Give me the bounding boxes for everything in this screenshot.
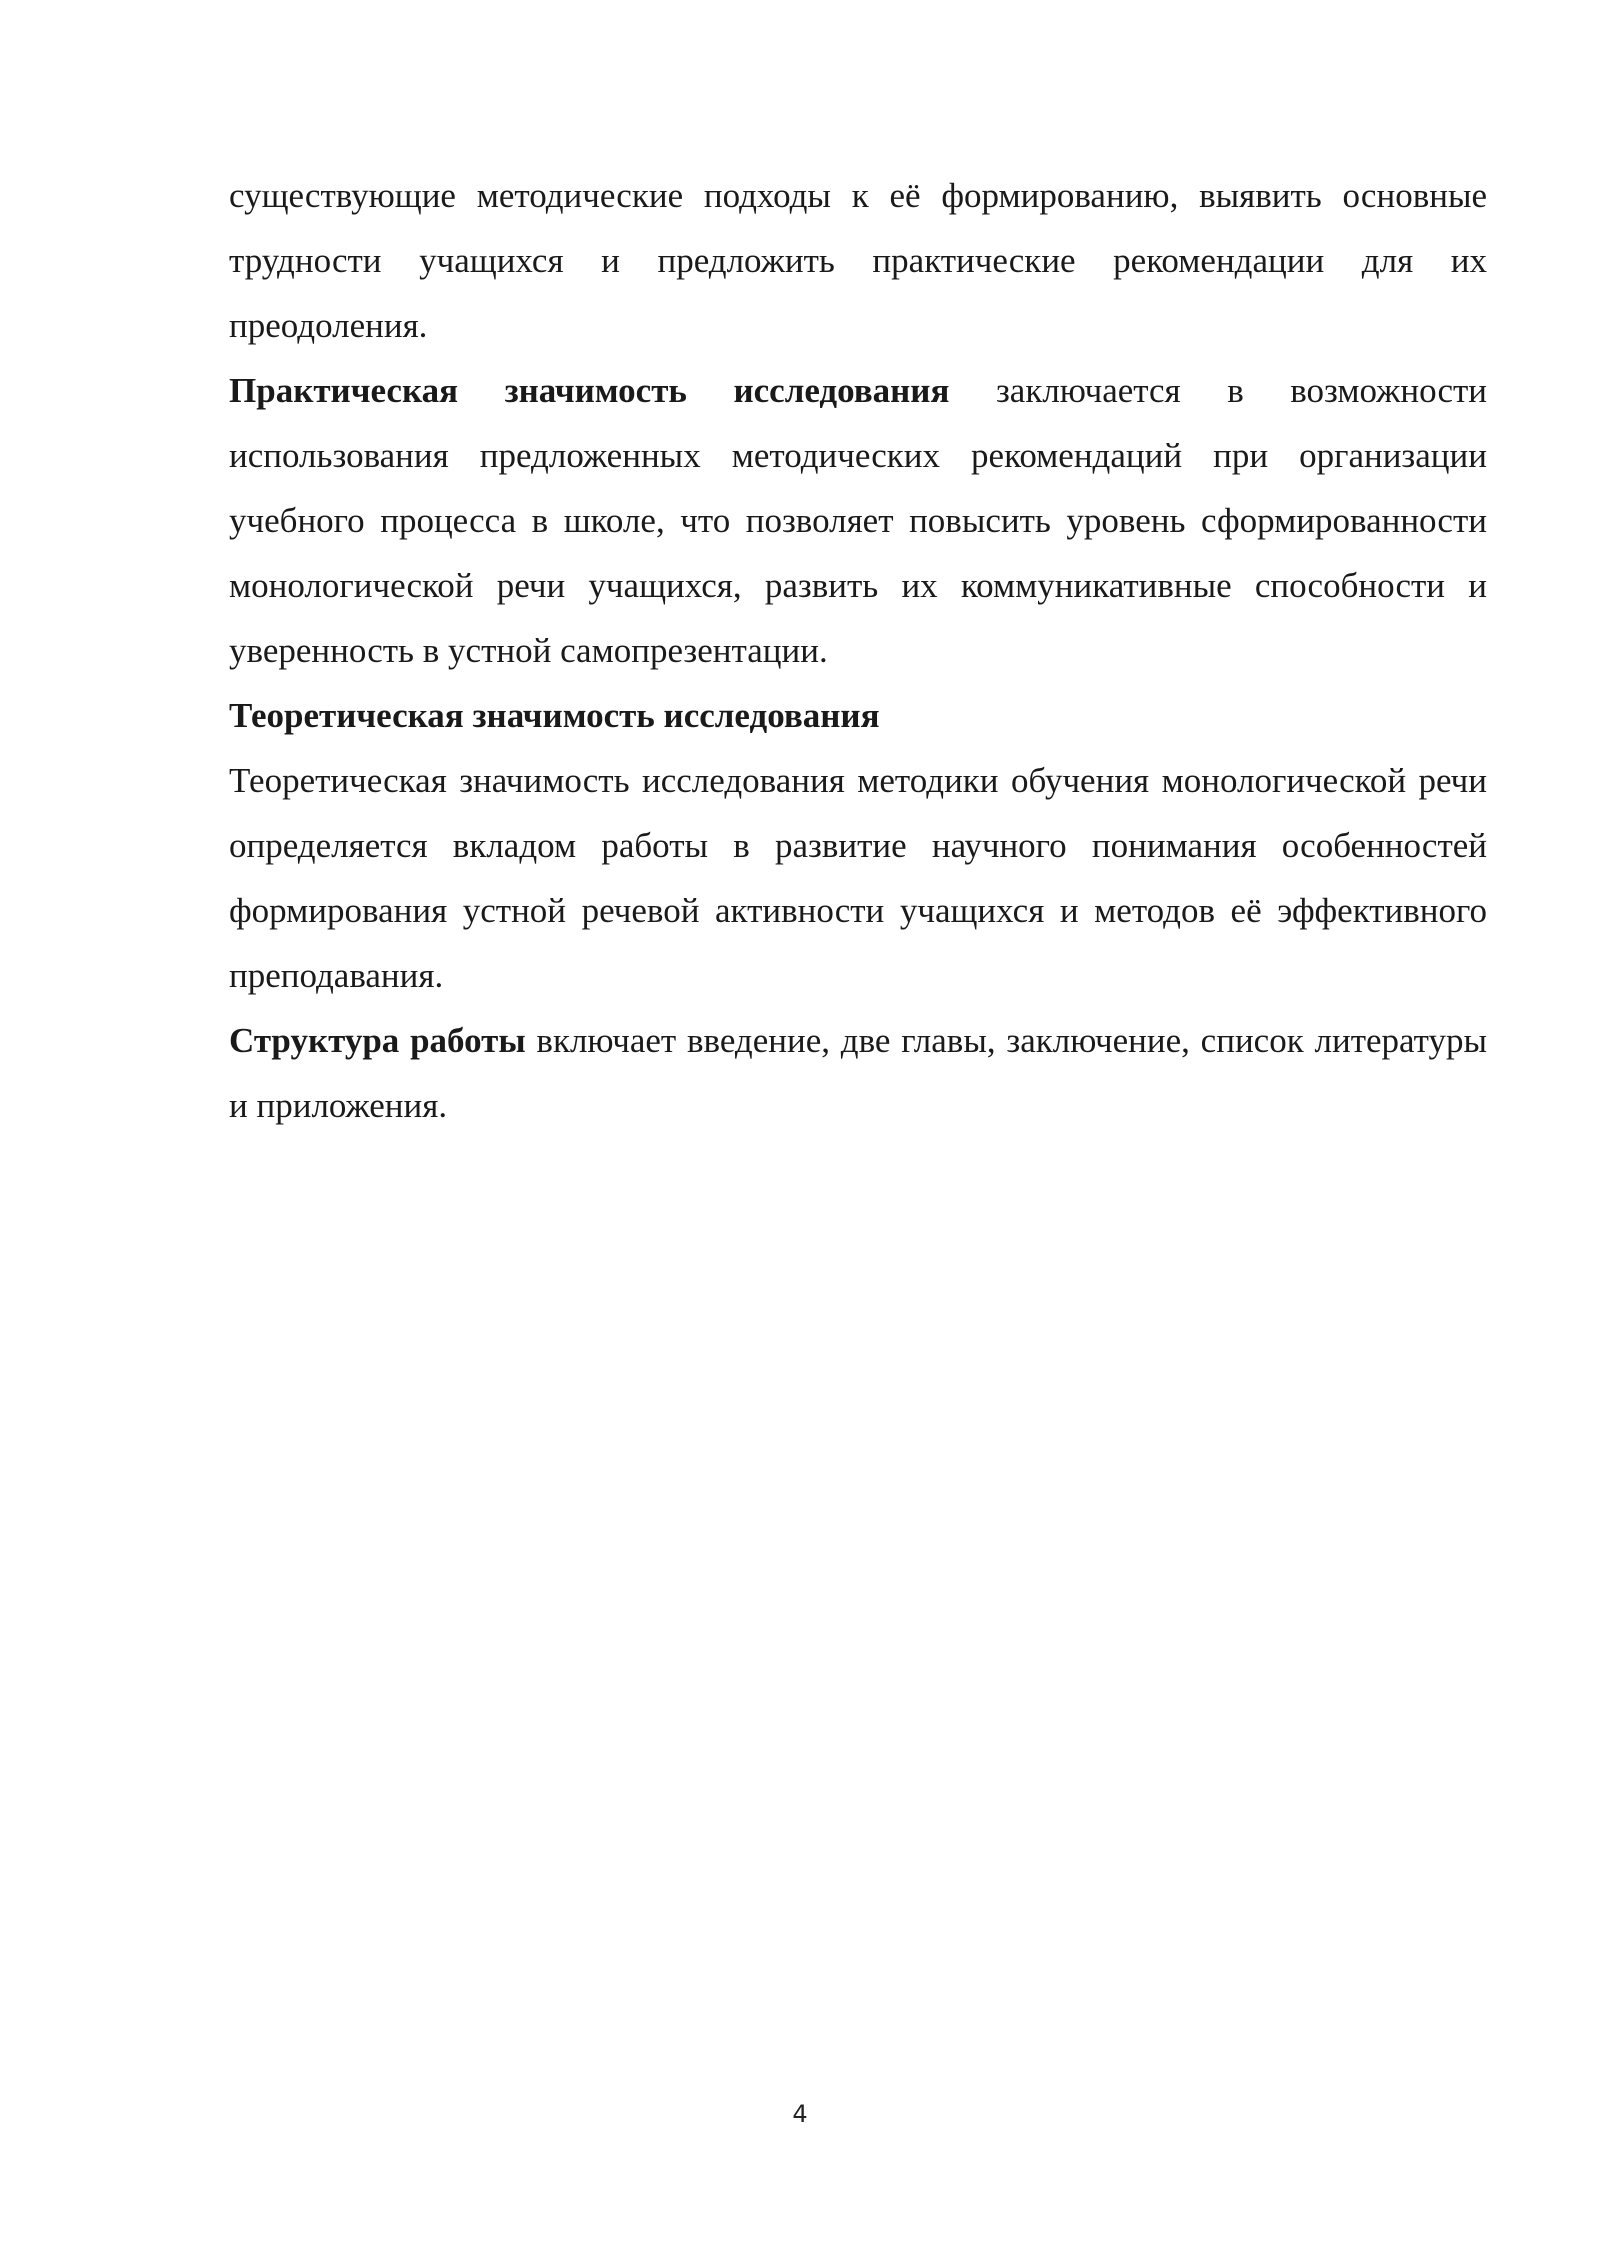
paragraph-bold-lead: Структура работы (229, 1021, 526, 1060)
paragraph-structure (229, 1008, 1487, 1138)
paragraph-bold-lead: Практическая значимость исследования (229, 371, 950, 410)
paragraph-text: включает введение, две главы, заключение, список литературы и приложения. (229, 1021, 1487, 1125)
paragraph-text: заключается в возможности использования предложенных методических рекомендаций при организации учебного процесса в школе, что позволяет повысить уровень сформированности монологической речи учащихся, развить их коммуникативные способности и уверенность в устной самопрезентации. (229, 371, 1487, 670)
paragraph-text: существующие методические подходы к её формированию, выявить основные трудности учащихся и предложить практические рекомендации для их преодоления. (229, 176, 1487, 345)
paragraph-text: Теоретическая значимость исследования методики обучения монологической речи определяется вкладом работы в развитие научного понимания особенностей формирования устной речевой активности учащихся и методов её эффективного преподавания. (229, 761, 1487, 995)
section-heading-theoretical-significance: Теоретическая значимость исследования (229, 696, 880, 735)
paragraph-practical-significance (229, 358, 1487, 683)
paragraph-theoretical-significance (229, 748, 1487, 1008)
document-body (229, 163, 1487, 1138)
page-number: 4 (792, 2100, 808, 2128)
paragraph-intro-continuation (229, 163, 1487, 358)
